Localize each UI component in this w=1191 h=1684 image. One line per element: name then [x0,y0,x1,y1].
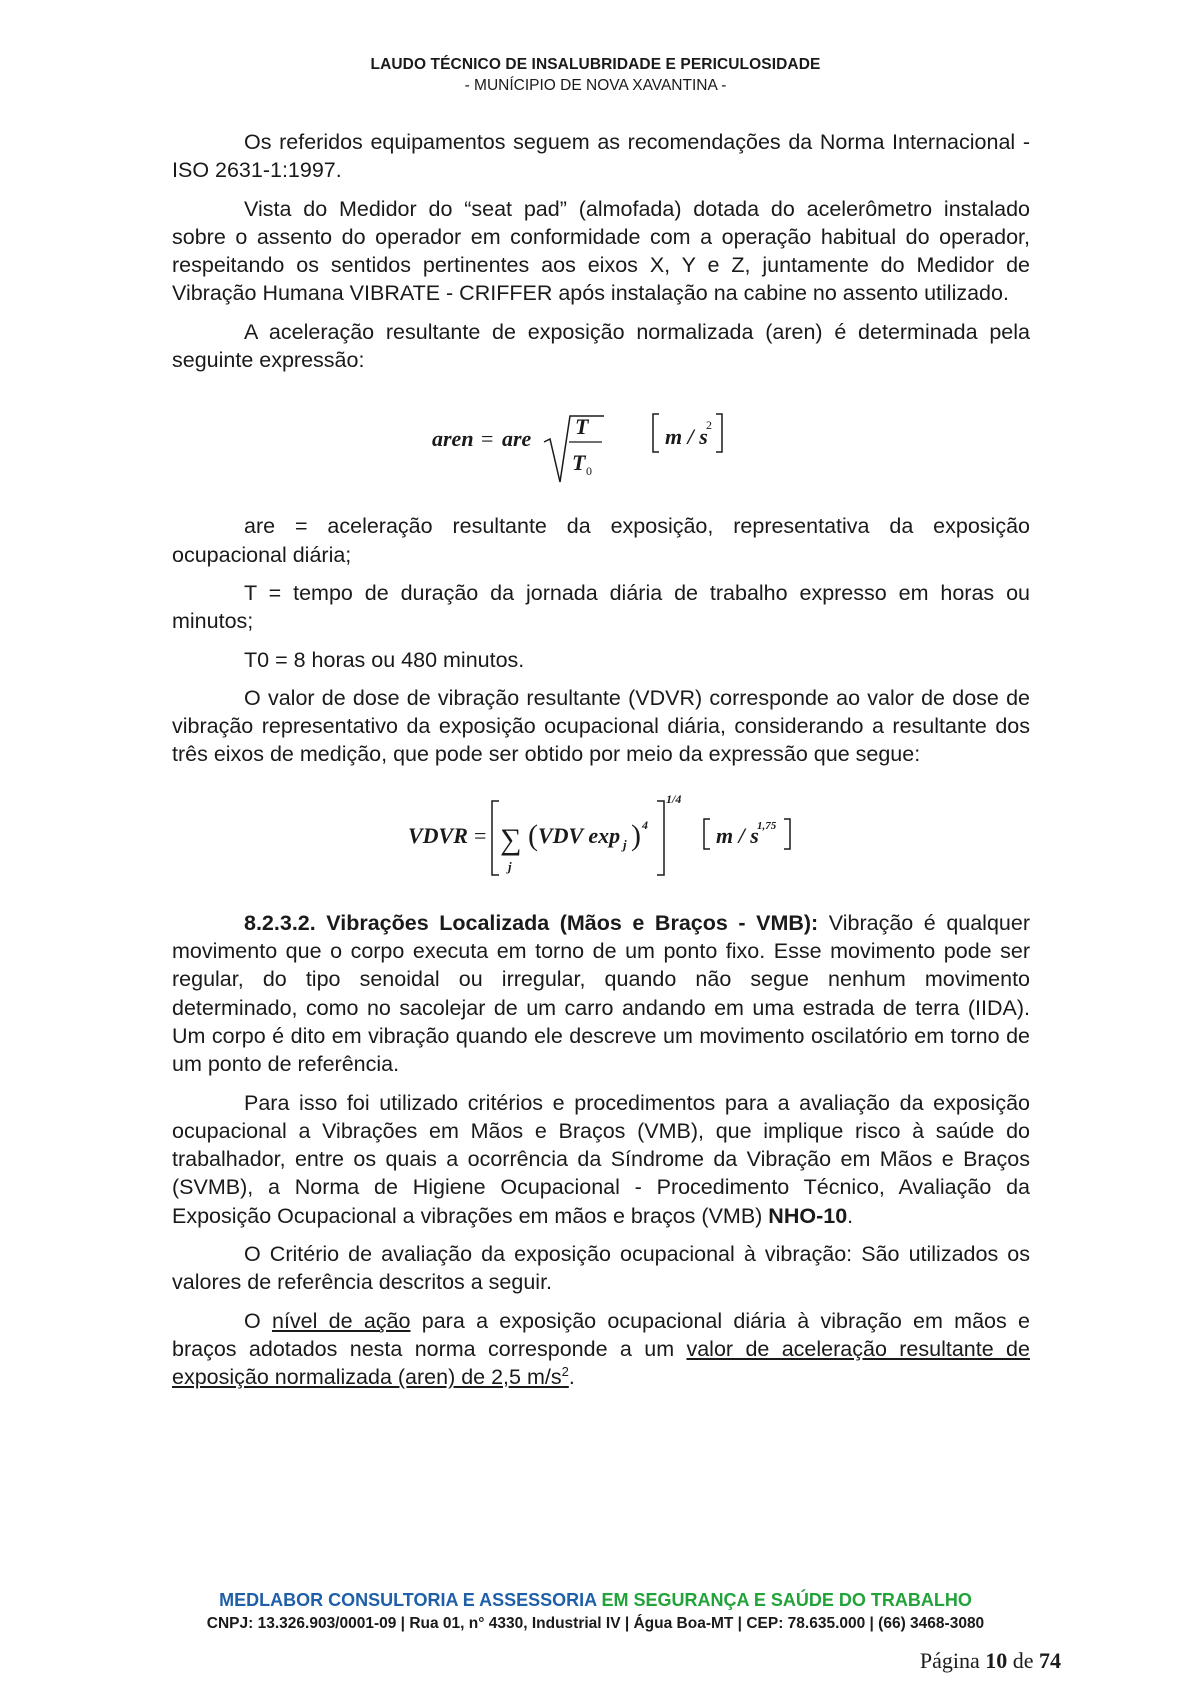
fraction-denominator: T [572,450,586,476]
vdvr-formula [172,779,1030,891]
formula-equals: = [481,426,494,452]
nivel-acao-end: . [568,1365,575,1390]
vdvr-formula-graphic [172,779,1030,891]
nivel-acao-underlined: nível de ação [272,1308,411,1333]
vdvr-unit-bracket-right [784,819,790,849]
page-number [920,1648,1061,1674]
footer-company [0,1590,1191,1611]
paragraph-criterio: O Critério de avaliação da exposição ocupacional à vibração: São utilizados os valores de referência descritos a seguir. [172,1242,1030,1295]
aren-formula-graphic [172,384,1030,496]
page-total: 74 [1039,1648,1061,1673]
document-body [172,128,1030,1402]
paragraph-vmb-definition [172,909,1030,1079]
vdvr-unit-text: m / s [716,822,759,848]
unit-text: m / s [665,424,708,450]
unit-exponent: 2 [706,418,712,433]
paragraph-t-def: T = tempo de duração da jornada diária de trabalho expresso em horas ou minutos; [172,580,1030,634]
footer-address: CNPJ: 13.326.903/0001-09 | Rua 01, n° 4330, Industrial IV | Água Boa-MT | CEP: 78.635.000 | (66) 3468-3080 [206,1615,985,1632]
formula-are: are [502,426,532,452]
footer-company-green: EM SEGURANÇA E SAÚDE DO TRABALHO [596,1590,972,1610]
paragraph-t0-def: T0 = 8 horas ou 480 minutos. [244,647,525,672]
paren-left: ( [528,818,538,852]
vmb-definition-text: Vibração é qualquer movimento que o corpo executa em torno de um ponto fixo. Esse movimento pode ser regular, do tipo senoidal ou irregular, quando não segue nenhum movimento determinado, como no sacolejar de um carro andando em uma estrada de terra (IIDA). Um corpo é dito em vibração quando ele descreve um movimento oscilatório em torno de um ponto de referência. [172,910,1030,1077]
inner-exponent: 4 [642,817,648,832]
header-subtitle: - MUNÍCIPIO DE NOVA XAVANTINA - [464,77,727,94]
paragraph-are-def: are = aceleração resultante da exposição, representativa da exposição ocupacional diária; [172,514,1030,567]
vdvr-lhs: VDVR [408,822,468,848]
nivel-acao-prefix: O [244,1308,272,1333]
nho10-end: . [847,1203,854,1228]
document-footer [0,1590,1191,1633]
paragraph-nivel-acao [172,1307,1030,1392]
footer-company-blue: MEDLABOR CONSULTORIA E ASSESSORIA [219,1590,597,1610]
vdvr-bracket-right [657,801,664,875]
sigma-symbol: ∑ [500,822,522,856]
page-of: de [1007,1648,1039,1673]
nho10-bold: NHO-10 [768,1203,848,1228]
section-heading-vmb: 8.2.3.2. Vibrações Localizada (Mãos e Braços - VMB): [244,910,819,935]
formula-lhs: aren [432,426,474,452]
vdv-term-subscript: j [623,836,627,852]
document-header [0,56,1191,95]
fraction-denominator-sub: 0 [586,464,592,479]
fraction-numerator: T [575,414,589,440]
vdv-term: VDV exp [538,822,621,848]
sigma-subscript: j [508,858,512,874]
vdvr-bracket-left [492,801,499,875]
vdvr-equals: = [474,822,487,848]
page-label: Página [919,1648,986,1673]
aren-formula [172,384,1030,496]
paragraph-aren-intro: A aceleração resultante de exposição normalizada (aren) é determinada pela seguinte expressão: [172,319,1030,373]
aren-value-text: valor de aceleração resultante de exposição normalizada (aren) de 2,5 m/s [172,1336,1030,1390]
outer-exponent: 1/4 [666,791,682,806]
paragraph-iso-norm: Os referidos equipamentos seguem as recomendações da Norma Internacional - ISO 2631-1:1997. [172,130,1030,183]
vdvr-unit-bracket-left [704,819,710,849]
unit-bracket-right [716,414,722,452]
vdvr-unit-exponent: 1,75 [757,819,777,832]
paragraph-nho10 [172,1089,1030,1230]
nho10-text: Para isso foi utilizado critérios e procedimentos para a avaliação da exposição ocupacional a Vibrações em Mãos e Braços (VMB), que implique risco à saúde do trabalhador, entre os quais a ocorrência da Síndrome da Vibração em Mãos e Braços (SVMB), a Norma de Higiene Ocupacional - Procedimento Técnico, Avaliação da Exposição Ocupacional a vibrações em mãos e braços (VMB) [172,1090,1030,1228]
page-current: 10 [985,1648,1008,1673]
nivel-acao-middle: para a exposição ocupacional diária à vibração em mãos e braços adotados nesta norma corresponde a um [172,1308,1030,1361]
header-title: LAUDO TÉCNICO DE INSALUBRIDADE E PERICULOSIDADE [370,56,821,73]
unit-bracket-left [653,414,659,452]
aren-value-exponent: 2 [561,1364,569,1380]
paren-right: ) [631,818,641,852]
paragraph-seat-pad: Vista do Medidor do “seat pad” (almofada) dotada do acelerômetro instalado sobre o assento do operador em conformidade com a operação habitual do operador, respeitando os sentidos pertinentes aos eixos X, Y e Z, juntamente do Medidor de Vibração Humana VIBRATE - CRIFFER após instalação na cabine no assento utilizado. [172,196,1030,306]
paragraph-vdvr-intro: O valor de dose de vibração resultante (VDVR) corresponde ao valor de dose de vibração representativo da exposição ocupacional diária, considerando a resultante dos três eixos de medição, que pode ser obtido por meio da expressão que segue: [172,685,1030,767]
